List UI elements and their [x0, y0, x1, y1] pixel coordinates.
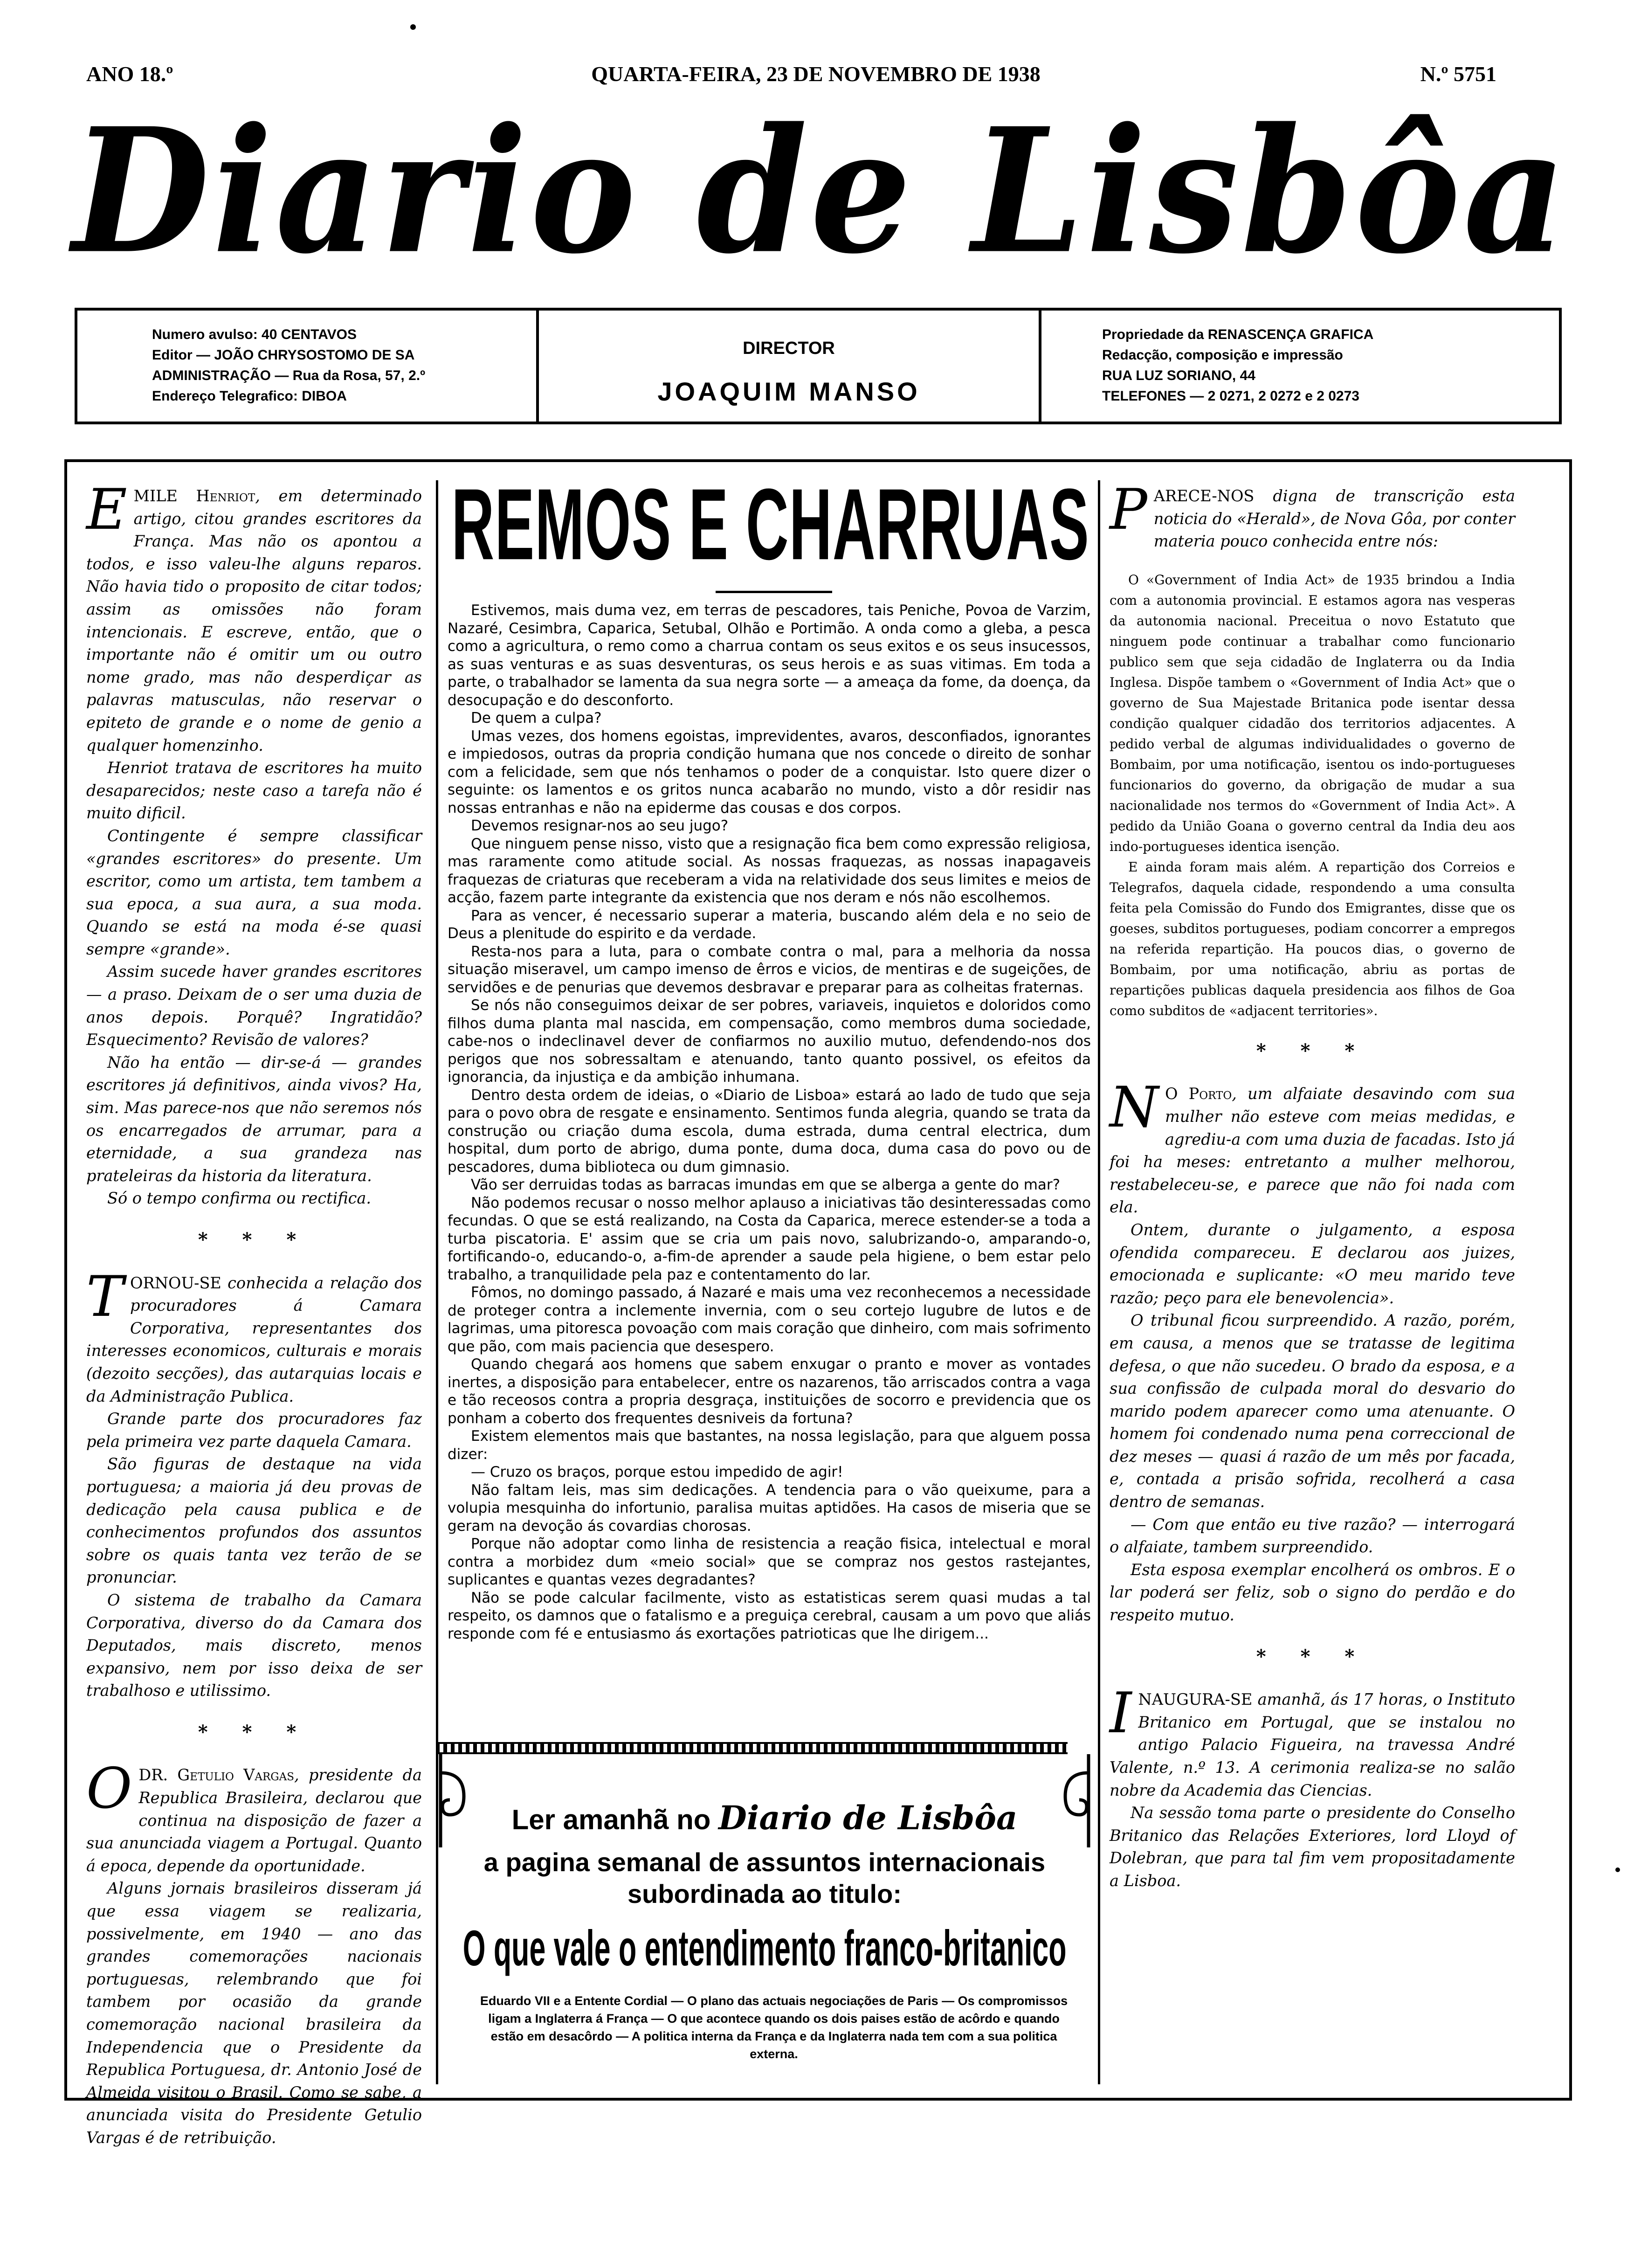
paragraph: — Com que então eu tive razão? — interrogará o alfaiate, tambem surpreendido.	[1110, 1515, 1515, 1556]
promo-divider	[436, 1742, 1068, 1754]
headline-rule	[716, 591, 832, 593]
main-headline-text: REMOS E CHARRUAS	[451, 468, 1089, 581]
paragraph: Não faltam leis, mas sim dedicações. A tendencia para o vão queixume, para a volupia mesquinha do infortunio, paralisa muitas aptidões. Ha casos de miseria que se geram na devoção ás covardias chorosas.	[448, 1481, 1091, 1535]
info-phones: TELEFONES — 2 0271, 2 0272 e 2 0273	[1102, 388, 1359, 404]
paragraph: De quem a culpa?	[471, 710, 602, 726]
paragraph: Só o tempo confirma ou rectifica.	[107, 1189, 372, 1208]
paragraph: Esta esposa exemplar encolherá os ombros. E o lar poderá ser feliz, sob o signo do perdão e do respeito mutuo.	[1110, 1560, 1515, 1625]
info-right	[1041, 311, 1559, 422]
paragraph: , em determinado artigo, citou grandes escritores da França. Mas não os apontou a todos, e isso valeu-lhe alguns reparos. Não havia tido o proposito de citar todos; assim as omissões não foram intencionais. E escreve, então, que o importante não é omitir um ou outro nome grado, mas não desperdiçar as palavras matusculas, não reservar o epiteto de grande e o nome de genio a qualquer homenzinho.	[86, 487, 422, 754]
paragraph: Fômos, no domingo passado, á Nazaré e mais uma vez reconhecemos a necessidade de proteger contra a inclemente invernia, com o seu cortejo lugubre de lutos e de lagrimas, uma pitoresca povoação com mais coração que dinheiro, com mais sofrimento que pão, com mais paciencia que desespero.	[448, 1284, 1091, 1355]
paragraph: Umas vezes, dos homens egoistas, imprevidentes, avaros, desconfiados, ignorantes e impiedosos, outras da propria condição humana que nos concede o direito de sonhar com a felicidade, sem que nós tenhamos o poder de a conquistar. Isto quere dizer o seguinte: os lamentos e os gritos nunca acabarão no mundo, visto a dôr residir nas nossas entranhas e não na epiderme das cousas e dos corpos.	[448, 727, 1091, 816]
paragraph: Estivemos, mais duma vez, em terras de pescadores, tais Peniche, Povoa de Varzim, Nazaré, Cesimbra, Caparica, Setubal, Olhão e Portimão. A onda como a gleba, a pesca como a agricultura, o remo como a charrua contam os seus exitos e os seus insucessos, as suas venturas e as suas desventuras, os seus herois e as suas vitimas. Em toda a parte, o trabalhador se lamenta da sua negra sorte — a ameaça da fome, da doença, da desocupação e do desconforto.	[448, 602, 1091, 709]
info-redaction: Redacção, composição e impressão	[1102, 347, 1343, 363]
quoted-paragraph: E ainda foram mais além. A repartição dos Correios e Telegrafos, daquela cidade, respondendo a uma consulta feita pela Comissão do Fundo dos Emigrantes, disse que os goeses, subditos portugueses, podiam concorrer a empregos na referida repartição. Ha poucos dias, o governo de Bombaim, por uma notificação, abriu as portas de repartições publicas daquela presidencia aos filhos de Goa como subditos de «adjacent territories».	[1110, 859, 1515, 1018]
paragraph: Porque não adoptar como linha de resistencia a reação fisica, intelectual e moral contra a morbidez dum «meio social» que se compraz nos gestos rastejantes, suplicantes e quantas vezes degradantes?	[448, 1535, 1091, 1588]
separator-stars: * * *	[1256, 1645, 1369, 1667]
paragraph: , um alfaiate desavindo com sua mulher não esteve com meias medidas, e agrediu-a com uma duzia de facadas. Isto já foi ha meses: entretanto a mulher melhorou, restabeleceu-se, e parece que não foi nada com ela.	[1110, 1085, 1515, 1217]
paper-speck	[1615, 1867, 1620, 1872]
info-director	[539, 311, 1041, 422]
paragraph: São figuras de destaque na vida portuguesa; a maioria já deu provas de dedicação pela causa publica e de conhecimentos profundos dos assuntos sobre os quais tanta vez terão de se pronunciar.	[86, 1455, 422, 1587]
right-column	[1110, 477, 1515, 1893]
paragraph: Não podemos recusar o nosso melhor aplauso a iniciativas tão desinteressadas como fecundas. O que se está realizando, na Costa da Caparica, merece estender-se a toda a turba piscatoria. E' assim que se cria um pais novo, salubrizando-o, amparando-o, fortificando-o, educando-o, a-fim-de aprender a saude pela higiene, o bem estar pelo trabalho, a tranquilidade pela paz e contentamento do lar.	[448, 1194, 1091, 1283]
paragraph: O sistema de trabalho da Camara Corporativa, diverso do da Camara dos Deputados, mais discreto, menos expansivo, nem por isso deixa de ser trabalhoso e utilissimo.	[86, 1590, 422, 1700]
lead-word: NAUGURA-SE	[1138, 1690, 1253, 1709]
director-label: DIRECTOR	[743, 339, 835, 358]
dropcap: O	[86, 1756, 132, 1822]
info-editor: Editor — JOÃO CHRYSOSTOMO DE SA	[152, 347, 415, 363]
promo-line2a: a pagina semanal de assuntos internacionais	[483, 1847, 1046, 1877]
paragraph: Dentro desta ordem de ideias, o «Diario de Lisboa» estará ao lado de tudo que seja para o povo obra de resgate e ensinamento. Sentimos funda alegria, quando se trata da construção ou criação duma escola, duma estrada, duma central electrica, dum hospital, dum porto de abrigo, duma ponte, duma doca, duma casa do povo ou de pescadores, duma biblioteca ou dum gimnasio.	[448, 1086, 1091, 1175]
article-vargas	[86, 1756, 422, 1877]
separator-stars: * * *	[1256, 1039, 1369, 1062]
article-camara	[86, 1264, 422, 1408]
dropcap: P	[1110, 477, 1147, 542]
paragraph: Alguns jornais brasileiros disseram já que essa viagem se realizaria, possivelmente, em 1940 — ano das grandes comemorações nacionais portuguesas, relembrando que foi tambem por ocasião da grande comemoração nacional brasileira da Independencia que o Presidente da Republica Portuguesa, dr. Antonio José de Almeida visitou o Brasil. Como se sabe, a anunciada visita do Presidente Getulio Vargas é de retribuição.	[86, 1879, 422, 2147]
paragraph: Na sessão toma parte o presidente do Conselho Britanico das Relações Exteriores, lord Lloyd of Dolebran, que para tal fim vem propositadamente a Lisboa.	[1110, 1804, 1515, 1890]
lead-word: DR. Getulio Vargas	[138, 1766, 295, 1784]
paragraph: Henriot tratava de escritores ha muito desaparecidos; neste caso a tarefa não é muito dificil.	[86, 759, 422, 823]
main-article	[448, 602, 1091, 1643]
info-owner: Propriedade da RENASCENÇA GRAFICA	[1102, 327, 1374, 342]
separator-stars: * * *	[198, 1229, 310, 1251]
quoted-paragraph: O «Government of India Act» de 1935 brindou a India com a autonomia provincial. E estamos agora nas vesperas da autonomia nacional. Preceitua o novo Estatuto que ninguem pode continuar a trabalhar como funcionario publico sem que seja cidadão de Inglaterra ou da India Inglesa. Dispõe tambem o «Government of India Act» que o governo de Sua Majestade Britanica pode isentar dessa condição qualquer cidadão dos territorios adjacentes. A pedido verbal de algumas individualidades o governo de Bombaim, por uma notificação, isentou os indo-portugueses funcionarios do governo, da obrigação de mudar a sua nacionalidade nos termos do «Government of India Act». A pedido da União Goana o governo central da India deu aos indo-portugueses identica isenção.	[1110, 572, 1515, 854]
paragraph: — Cruzo os braços, porque estou impedido de agir!	[471, 1464, 843, 1480]
masthead-info-box	[75, 308, 1562, 424]
paragraph: digna de transcrição esta noticia do «Herald», de Nova Gôa, por conter materia pouco conhecida entre nós:	[1153, 487, 1515, 551]
column-rule-right	[1098, 480, 1100, 2084]
article-alfaiate	[1110, 1075, 1515, 1219]
newspaper-title	[0, 90, 1641, 292]
paragraph: conhecida a relação dos procuradores á Camara Corporativa, representantes dos interesses economicos, culturais e morais (dezoito secções), das autarquias locais e da Administração Publica.	[86, 1273, 422, 1405]
lead-word: ARECE-NOS	[1153, 487, 1255, 505]
article-herald	[1110, 477, 1515, 553]
promo-title	[436, 1913, 1093, 1983]
issue-date: QUARTA-FEIRA, 23 DE NOVEMBRO DE 1938	[591, 62, 1041, 86]
promo-paper-name: Diario de Lisbôa	[718, 1798, 1018, 1837]
promo-line2	[436, 1846, 1093, 1910]
paragraph: Se nós não conseguimos deixar de ser pobres, variaveis, inquietos e doloridos como filhos duma planta mal nascida, em compensação, como membros duma sociedade, cabe-nos o indeclinavel dever de confiarmos no auxilio mutuo, defendendo-nos dos perigos que nos sobressaltam e atenuando, tanto quanto possivel, os efeitos da ignorancia, da injustiça e da ambição inhumana.	[448, 997, 1091, 1086]
paragraph: , presidente da Republica Brasileira, declarou que continua na disposição de fazer a sua anunciada viagem a Portugal. Quanto á epoca, depende da oportunidade.	[86, 1766, 422, 1875]
dropcap: N	[1110, 1075, 1158, 1141]
promo-read-tomorrow: Ler amanhã no	[511, 1804, 711, 1835]
issue-year: ANO 18.º	[86, 62, 173, 86]
lead-word: MILE Henriot	[133, 487, 255, 505]
paragraph: Quando chegará aos homens que sabem enxugar o pranto e mover as vontades inertes, a disposição para entabelecer, entre os nazarenos, tão arriscados contra a vaga e tão receosos contra a propria desgraça, instituições de socorro e previdencia que os ponham a coberto dos frequentes desniveis da fortuna?	[448, 1356, 1091, 1427]
paragraph: Ontem, durante o julgamento, a esposa ofendida compareceu. E declarou aos juizes, emocionada e suplicante: «O meu marido teve razão; peço para ele benevolencia».	[1110, 1220, 1515, 1307]
paragraph: Para as vencer, é necessario superar a materia, buscando além dela e no seio de Deus a plenitude do espirito e da verdade.	[448, 907, 1091, 942]
article-henriot	[86, 477, 422, 757]
paragraph: amanhã, ás 17 horas, o Instituto Britanico em Portugal, que se instalou no antigo Palacio Figueira, na travessa André Valente, n.º 13. A cerimonia realiza-se no salão nobre da Academia das Ciencias.	[1110, 1690, 1515, 1799]
paragraph: Contingente é sempre classificar «grandes escritores» do presente. Um escritor, como um artista, tem tambem a sua epoca, a sua aura, a sua moda. Quando se está na moda é-se quasi sempre «grande».	[86, 826, 422, 958]
paper-speck	[410, 24, 416, 30]
paragraph: Devemos resignar-nos ao seu jugo?	[471, 817, 729, 834]
paragraph: Resta-nos para a luta, para o combate contra o mal, para a melhoria da nossa situação miseravel, um campo imenso de êrros e vicios, de mentiras e de sugeições, de servidões e de penurias que devemos desbravar e preparar para as colheitas fraternas.	[448, 943, 1091, 996]
article-instituto	[1110, 1681, 1515, 1802]
info-address: RUA LUZ SORIANO, 44	[1102, 368, 1255, 383]
dropcap: I	[1110, 1681, 1132, 1746]
lead-word: O Porto	[1165, 1085, 1232, 1103]
lead-word: ORNOU-SE	[130, 1273, 221, 1292]
issue-number: N.º 5751	[1420, 62, 1496, 86]
paragraph: O tribunal ficou surpreendido. A razão, porém, em causa, a menos que se tratasse de legitima defesa, o que não sucedeu. O brado da esposa, e a sua confissão de culpada moral do desvario do marido podem aparecer como uma atenuante. O homem foi condenado numa pena correccional de dez meses — quasi á razão de um mês por facada, e, contada a prisão sofrida, recolherá a casa dentro de semanas.	[1110, 1311, 1515, 1511]
director-name: JOAQUIM MANSO	[657, 377, 920, 406]
paragraph: Não se pode calcular facilmente, visto as estatisticas serem quasi mudas a tal respeito, os damnos que o fatalismo e a preguiça cerebral, causam a um povo que aliás responde com fé e entusiasmo ás exortações patrioticas que lhe dirigem...	[448, 1589, 1091, 1642]
separator-stars: * * *	[198, 1721, 310, 1743]
newspaper-title-text: Diario de Lisbôa	[72, 90, 1569, 292]
promo-line2b: subordinada ao titulo:	[627, 1879, 902, 1908]
paragraph: Não ha então — dir-se-á — grandes escritores já definitivos, ainda vivos? Ha, sim. Mas parece-nos que não seremos nós os encarregados de arrumar, para a eternidade, a sua grandeza nas prateleiras da historia da literatura.	[86, 1053, 422, 1185]
left-column	[86, 477, 422, 2150]
info-telegraph: Endereço Telegrafico: DIBOA	[152, 388, 347, 404]
paragraph: Vão ser derruidas todas as barracas imundas em que se alberga a gente do mar?	[471, 1176, 1061, 1193]
paragraph: Assim sucede haver grandes escritores — a praso. Deixam de o ser uma duzia de anos depois. Porquê? Ingratidão? Esquecimento? Revisão de valores?	[86, 962, 422, 1049]
paragraph: Existem elementos mais que bastantes, na nossa legislação, para que alguem possa dizer:	[448, 1428, 1091, 1463]
info-administration: ADMINISTRAÇÃO — Rua da Rosa, 57, 2.º	[152, 368, 426, 383]
info-price: Numero avulso: 40 CENTAVOS	[152, 327, 357, 342]
promo-title-text: O que vale o entendimento franco-britanico	[462, 1919, 1067, 1976]
info-left	[77, 311, 539, 422]
promo-box	[436, 1754, 1093, 2090]
dropcap: T	[86, 1264, 124, 1329]
promo-line1	[436, 1798, 1093, 1837]
main-headline	[448, 468, 1093, 581]
dropcap: E	[86, 477, 127, 542]
paragraph: Que ninguem pense nisso, visto que a resignação fica bem como expressão religiosa, mas raramente como atitude social. As nossas fraquezas, as nossas inapagaveis fraquezas de criaturas que receberam a vida na relatividade dos seus limites e meios de acção, fazem parte integrante da existencia que nos deram e nós não escolhemos.	[448, 835, 1091, 906]
paragraph: Grande parte dos procuradores faz pela primeira vez parte daquela Camara.	[86, 1410, 422, 1451]
promo-summary: Eduardo VII e a Entente Cordial — O plano das actuais negociações de Paris — Os compromissos ligam a Inglaterra á França — O que acontece quando os dois paises estão de acôrdo e quando estão em desacôrdo — A politica interna da França e da Inglaterra nada tem com a sua politica externa.	[480, 1994, 1068, 2061]
